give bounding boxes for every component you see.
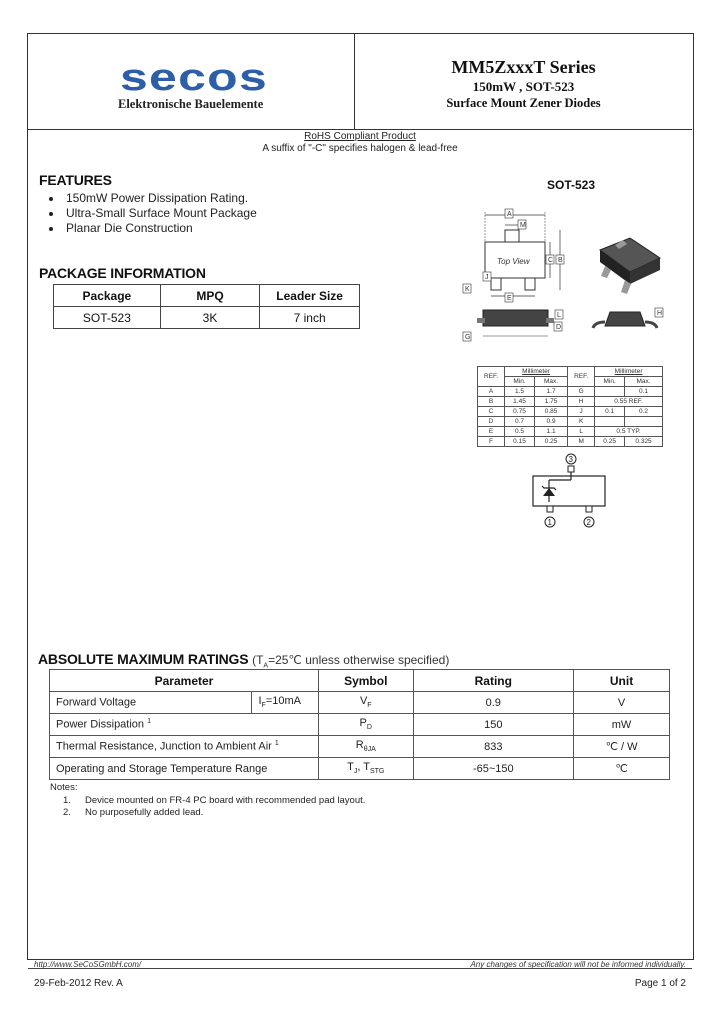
- end-view-body: [605, 312, 645, 326]
- dim-cell: 0.7: [505, 417, 535, 427]
- dim-cell: 0.1: [595, 407, 625, 417]
- dim-cell: G: [568, 387, 595, 397]
- rating-header: Rating: [413, 670, 574, 692]
- dim-cell: E: [478, 427, 505, 437]
- dim-row: [478, 407, 663, 417]
- package-3d-view: [600, 238, 660, 294]
- dim-min-header: Min.: [595, 377, 625, 387]
- package-drawing-label: SOT-523: [547, 178, 596, 192]
- dim-cell: 0.15: [505, 437, 535, 447]
- feature-item: Planar Die Construction: [39, 221, 339, 236]
- unit-cell: ℃ / W: [574, 736, 670, 758]
- param-text: Operating and Storage Temperature Range: [56, 762, 268, 775]
- dim-row: [478, 387, 663, 397]
- zener-schematic: [525, 452, 615, 530]
- dim-letter: G: [465, 334, 471, 341]
- leader-size-header: Leader Size: [260, 285, 360, 307]
- rating-cell: 150: [413, 714, 574, 736]
- condition-rest: =25℃ unless otherwise specified): [268, 653, 450, 667]
- dim-cell: 1.75: [534, 397, 567, 407]
- note-number: 2.: [63, 807, 71, 818]
- ratings-title: [38, 651, 449, 669]
- dim-cell: [595, 387, 625, 397]
- dim-cell: 1.7: [534, 387, 567, 397]
- sym-extra-sub: STG: [369, 768, 385, 776]
- param-text: Thermal Resistance, Junction to Ambient Air: [56, 740, 272, 753]
- dim-cell: 1.5: [505, 387, 535, 397]
- table-row: [50, 692, 670, 714]
- package-header: Package: [54, 285, 161, 307]
- sym-sub: D: [366, 724, 372, 732]
- dim-cell: D: [478, 417, 505, 427]
- sym-sub: F: [367, 702, 372, 710]
- rating-cell: 833: [413, 736, 574, 758]
- unit-cell: V: [574, 692, 670, 714]
- param-text: Forward Voltage: [56, 696, 137, 709]
- dim-min-header: Min.: [505, 377, 535, 387]
- secos-logo: [120, 58, 270, 98]
- param-header: Parameter: [50, 670, 319, 692]
- dim-letter: K: [465, 286, 470, 293]
- dim-cell: 0.325: [625, 437, 663, 447]
- dim-letter: B: [558, 257, 563, 264]
- footer-divider: [28, 968, 692, 969]
- pin-number: 1: [547, 518, 552, 527]
- top-pin-3: [505, 230, 519, 242]
- dim-cell: 0.5: [505, 427, 535, 437]
- dim-row: [478, 437, 663, 447]
- dim-cell: 0.25: [595, 437, 625, 447]
- dim-letter: D: [556, 324, 562, 331]
- dim-cell: 0.55 REF.: [595, 397, 663, 407]
- package-outline-drawing: [455, 200, 685, 360]
- dim-cell: H: [568, 397, 595, 407]
- dim-cell: 0.85: [534, 407, 567, 417]
- cond-sub: F: [261, 702, 266, 710]
- dim-cell: C: [478, 407, 505, 417]
- note-item: [50, 807, 365, 820]
- dim-row: [478, 417, 663, 427]
- condition-sub: A: [263, 662, 269, 670]
- param-cell: [50, 714, 319, 736]
- unit-cell: ℃: [574, 758, 670, 780]
- note-number: 1.: [63, 794, 71, 806]
- features-list: [39, 191, 339, 236]
- table-row: [50, 736, 670, 758]
- dim-mm-header: Millimeter: [505, 367, 568, 377]
- footer-url[interactable]: http://www.SeCoSGmbH.com/: [34, 960, 142, 969]
- symbol-cell: [318, 736, 413, 758]
- dim-cell: 0.9: [534, 417, 567, 427]
- param-cell: [50, 736, 319, 758]
- pin-number: 2: [586, 518, 591, 527]
- leader-size-value: 7 inch: [260, 307, 360, 329]
- sym-main: V: [359, 695, 368, 708]
- table-row: [50, 758, 670, 780]
- dim-ref-header: REF.: [568, 367, 595, 387]
- dim-row: [478, 427, 663, 437]
- bottom-pin-2: [525, 278, 535, 290]
- ratings-title-text: ABSOLUTE MAXIMUM RATINGS: [38, 651, 249, 667]
- notes: [50, 782, 365, 820]
- dim-letter: M: [520, 222, 526, 229]
- footer-disclaimer: Any changes of specification will not be informed individually.: [470, 960, 686, 969]
- cond-main: I: [258, 695, 262, 708]
- ratings-table: [49, 669, 670, 780]
- sym-extra: , T: [357, 761, 370, 774]
- series-description: Surface Mount Zener Diodes: [446, 96, 601, 110]
- dim-cell: 1.1: [534, 427, 567, 437]
- dim-cell: A: [478, 387, 505, 397]
- rating-cell: 0.9: [413, 692, 574, 714]
- mpq-header: MPQ: [160, 285, 259, 307]
- dim-cell: B: [478, 397, 505, 407]
- company-name: Elektronische Bauelemente: [118, 97, 264, 111]
- note-text: Device mounted on FR-4 PC board with recommended pad layout.: [85, 794, 366, 806]
- dim-letter: L: [557, 312, 561, 319]
- dim-letter: C: [548, 257, 554, 264]
- feature-item: 150mW Power Dissipation Rating.: [39, 191, 339, 206]
- dim-cell: [595, 417, 625, 427]
- pin-number: 3: [568, 455, 573, 464]
- dim-cell: 0.1: [625, 387, 663, 397]
- symbol-cell: [318, 758, 413, 780]
- features-title: FEATURES: [39, 172, 112, 188]
- logo-text: secos: [120, 58, 268, 98]
- dim-max-header: Max.: [625, 377, 663, 387]
- dim-cell: K: [568, 417, 595, 427]
- side-view-body: [483, 310, 548, 326]
- dim-cell: 0.75: [505, 407, 535, 417]
- dim-row: [478, 397, 663, 407]
- dim-cell: [625, 417, 663, 427]
- sym-main: R: [355, 739, 364, 752]
- condition-cell: [252, 692, 319, 714]
- dim-letter: J: [485, 274, 489, 281]
- condition-prefix: (T: [252, 653, 264, 667]
- sym-sub: J: [353, 768, 358, 776]
- symbol-cell: [318, 714, 413, 736]
- dim-ref-header: REF.: [478, 367, 505, 387]
- ratings-condition: [252, 653, 450, 670]
- dim-cell: 0.5 TYP.: [595, 427, 663, 437]
- dimensions-table: [477, 366, 663, 447]
- symbol-header: Symbol: [318, 670, 413, 692]
- bottom-pin-1: [491, 278, 501, 290]
- dim-cell: 1.45: [505, 397, 535, 407]
- dim-letter: E: [507, 295, 512, 302]
- dim-cell: F: [478, 437, 505, 447]
- sym-main: T: [347, 761, 354, 774]
- dim-max-header: Max.: [534, 377, 567, 387]
- dim-letter: H: [657, 310, 663, 317]
- dim-letter: A: [507, 211, 512, 218]
- top-view-label: Top View: [497, 257, 530, 266]
- dim-cell: 0.2: [625, 407, 663, 417]
- note-item: [50, 795, 365, 808]
- series-spec: 150mW , SOT-523: [472, 79, 575, 94]
- mpq-value: 3K: [160, 307, 259, 329]
- dim-cell: L: [568, 427, 595, 437]
- param-cell: [50, 758, 319, 780]
- package-table: [53, 284, 360, 329]
- param-cell: [50, 692, 252, 714]
- param-note: 1: [274, 740, 279, 748]
- param-text: Power Dissipation: [56, 718, 145, 731]
- dim-cell: M: [568, 437, 595, 447]
- dim-mm-header: Millimeter: [595, 367, 663, 377]
- rohs-line: RoHS Compliant Product: [304, 131, 416, 142]
- cond-rest: =10mA: [265, 695, 301, 708]
- halogen-note: A suffix of "-C" specifies halogen & lead-free: [262, 143, 458, 154]
- unit-cell: mW: [574, 714, 670, 736]
- symbol-cell: [318, 692, 413, 714]
- sym-main: P: [359, 717, 367, 730]
- unit-header: Unit: [574, 670, 670, 692]
- dim-cell: J: [568, 407, 595, 417]
- notes-title: Notes:: [50, 782, 78, 793]
- feature-item: Ultra-Small Surface Mount Package: [39, 206, 339, 221]
- series-title: MM5ZxxxT Series: [451, 57, 596, 77]
- page-number: Page 1 of 2: [634, 978, 686, 989]
- rating-cell: -65~150: [413, 758, 574, 780]
- package-info-title: PACKAGE INFORMATION: [39, 265, 206, 281]
- footer-date: 29-Feb-2012 Rev. A: [34, 978, 123, 989]
- table-row: [50, 714, 670, 736]
- note-text: No purposefully added lead.: [85, 807, 204, 818]
- package-value: SOT-523: [54, 307, 161, 329]
- param-note: 1: [147, 718, 152, 726]
- dim-cell: 0.25: [534, 437, 567, 447]
- sym-sub: θJA: [363, 746, 376, 754]
